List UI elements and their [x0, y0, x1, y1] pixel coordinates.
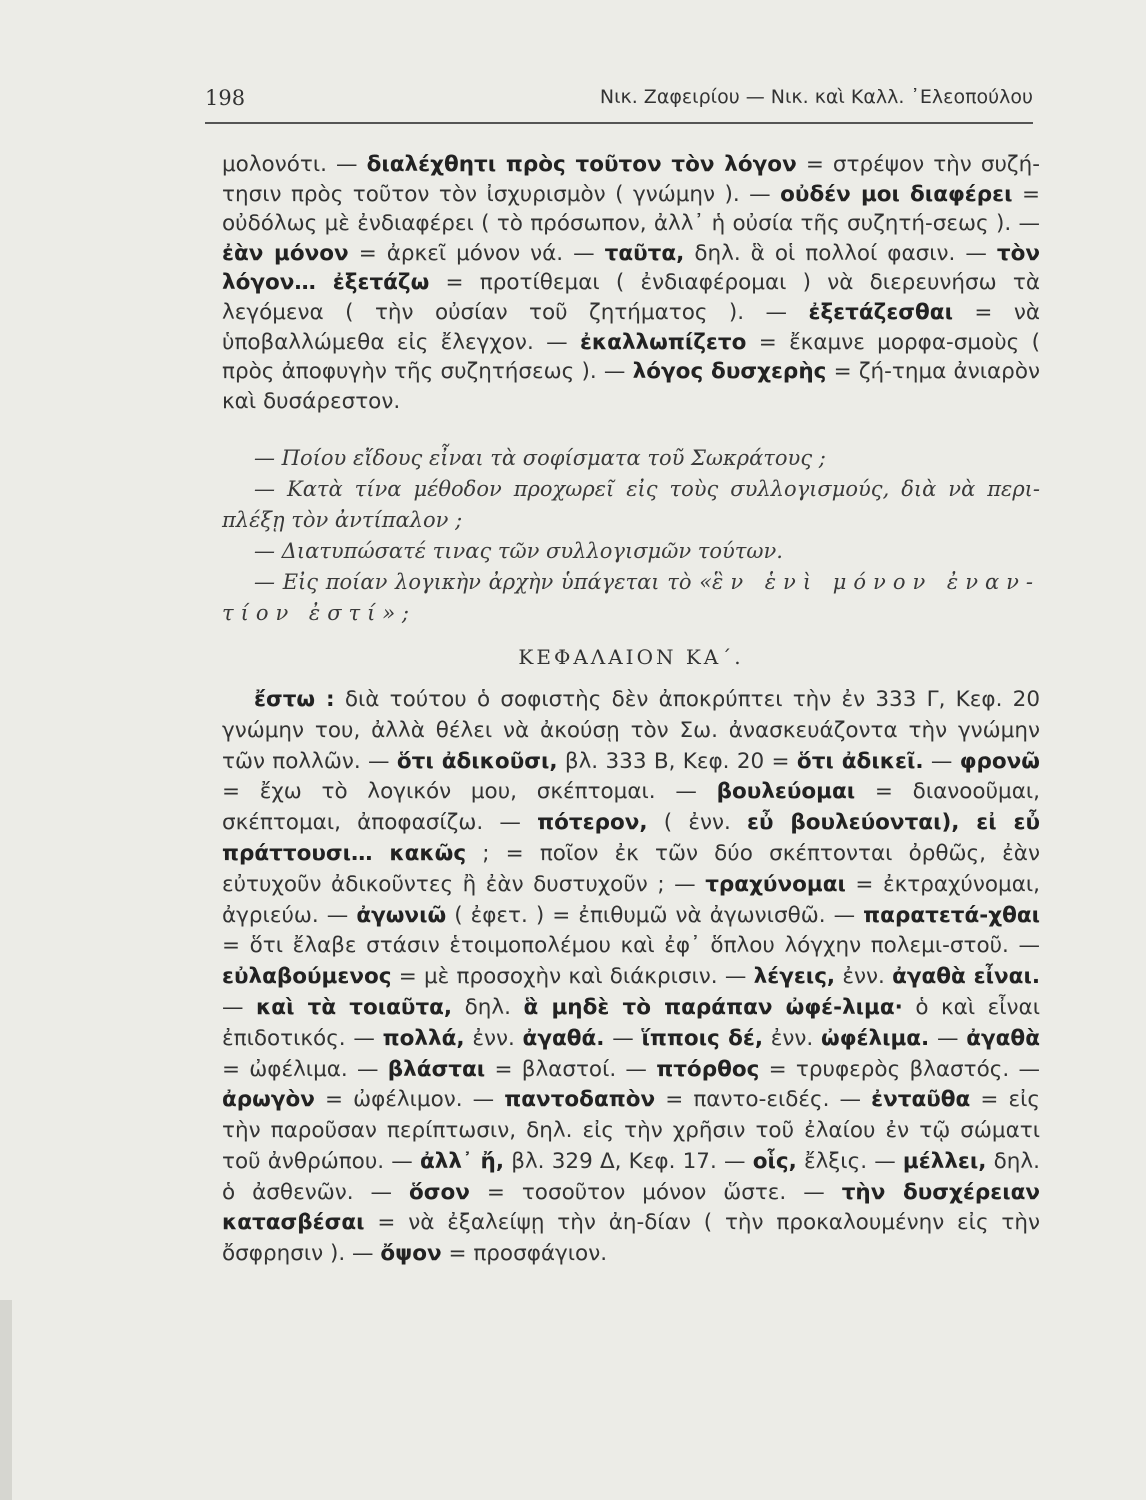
gloss-text: διὰ τούτου ὁ σοφιστὴς δὲν ἀποκρύπτει τὴν ἐν 333 Γ, Κεφ. 20 γνώμην του, ἀλλὰ θέλει νὰ ἀκούσῃ τὸν Σω. ἀνασκευάζοντα τὴν γνώμην τῶν πολλῶν. —	[222, 686, 1041, 774]
lemma-term: ἃ μηδὲ τὸ παράπαν ὠφέ-λιμα·	[523, 994, 903, 1020]
gloss-text: βλ. 333 Β, Κεφ. 20 =	[557, 748, 797, 774]
gloss-text: = νὰ ὑποβαλλώμεθα εἰς ἔλεγχον. —	[222, 299, 1040, 355]
lemma-term: φρονῶ	[959, 748, 1040, 774]
gloss-text: δηλ. ἃ οἱ πολλοί φασιν. —	[684, 240, 997, 266]
question-4: — Εἰς ποίαν λογικὴν ἀρχὴν ὑπάγεται τὸ «ἓν ἑνὶ μόνον ἐναν-τίον ἐστί» ;	[222, 570, 1041, 626]
gloss-text: ὁ καὶ εἶναι ἐπιδοτικός. —	[222, 994, 1040, 1051]
question-1: — Ποίου εἴδους εἶναι τὰ σοφίσματα τοῦ Σωκράτους ;	[254, 446, 826, 471]
gloss-text: ; = ποῖον ἐκ τῶν δύο σκέπτονται ὀρθῶς, ἐὰν εὐτυχοῦν ἀδικοῦντες ἢ ἐὰν δυστυχοῦν ; —	[222, 840, 1040, 897]
header-rule	[205, 122, 1033, 124]
lemma-term: τὴν δυσχέρειαν κατασβέσαι	[222, 1179, 1040, 1236]
gloss-text: δηλ.	[452, 994, 524, 1020]
lemma-term: καὶ τὰ τοιαῦτα,	[256, 994, 453, 1020]
gloss-text: = τοσοῦτον μόνον ὥστε. —	[469, 1179, 842, 1205]
lemma-term: διαλέχθητι πρὸς τοῦτον τὸν λόγον	[366, 152, 797, 177]
gloss-text: = μὲ προσοχὴν καὶ διάκρισιν. —	[391, 964, 754, 990]
gloss-text: = ζή-τημα ἀνιαρὸν καὶ δυσάρεστον.	[222, 359, 1040, 414]
gloss-text: = ὠφέλιμον. —	[314, 1087, 505, 1113]
lemma-term: βουλεύομαι	[716, 779, 856, 805]
lemma-term: ταῦτα,	[604, 240, 685, 266]
gloss-text: ( ἐνν.	[647, 810, 748, 836]
question-3: — Διατυπώσατέ τινας τῶν συλλογισμῶν τούτων.	[254, 539, 783, 564]
gloss-text: = εἰς τὴν παροῦσαν περίπτωσιν, δηλ. εἰς τὴν χρῆσιν τοῦ ἐλαίου ἐν τῷ σώματι τοῦ ἀνθρώπου. —	[222, 1087, 1040, 1174]
gloss-text: = ἀρκεῖ μόνον νά. —	[348, 240, 605, 266]
question-2: — Κατὰ τίνα μέθοδον προχωρεῖ εἰς τοὺς συλλογισμούς, διὰ νὰ περι-πλέξῃ τὸν ἀντίπαλον ;	[222, 477, 1040, 533]
gloss-text: ἐνν.	[835, 964, 893, 990]
gloss-text: = παντο-ειδές. —	[655, 1087, 872, 1113]
lemma-term: ὅτι ἀδικοῦσι,	[396, 748, 558, 774]
gloss-text: = ὅτι ἔλαβε στάσιν ἑτοιμοπολέμου καὶ ἐφ᾿ ὅπλου λόγχην πολεμι-στοῦ. —	[222, 933, 1040, 959]
lemma-term: ἐκαλλωπίζετο	[579, 329, 747, 355]
gloss-text: = ἐκτραχύνομαι, ἀγριεύω. —	[222, 871, 1040, 928]
lemma-term: ἐνταῦθα	[871, 1087, 971, 1113]
lemma-term: ὅσον	[408, 1179, 470, 1205]
lemma-term: λέγεις,	[753, 964, 836, 990]
page-number: 198	[205, 86, 246, 110]
chapter-title: ΚΕΦΑΛΑΙΟΝ ΚΑ΄.	[518, 645, 744, 670]
gloss-text: = προσφάγιον.	[441, 1241, 608, 1267]
lemma-term: εὖ βουλεύονται), εἰ εὖ πράττουσι… κακῶς	[222, 810, 1040, 866]
lemma-term: εὐλαβούμενος	[222, 964, 392, 990]
gloss-text: = ἔχω τὸ λογικόν μου, σκέπτομαι. —	[222, 779, 717, 805]
lemma-term: ὅτι ἀδικεῖ.	[796, 748, 924, 774]
lemma-term: ἀγαθὰ εἶναι.	[892, 964, 1040, 990]
lemma-term: ἀγαθά.	[522, 1025, 605, 1051]
gloss-text: = προτίθεμαι ( ἐνδιαφέρομαι ) νὰ διερευνήσω τὰ λεγόμενα ( τὴν οὐσίαν τοῦ ζητήματος ). —	[222, 270, 1040, 325]
lemma-term: πτόρθος	[656, 1056, 760, 1082]
gloss-text: = νὰ ἐξαλείψῃ τὴν ἀη-δίαν ( τὴν προκαλουμένην εἰς τὴν ὄσφρησιν ). —	[222, 1210, 1040, 1267]
page-header	[205, 86, 1033, 120]
lemma-term: παντοδαπὸν	[504, 1087, 656, 1113]
gloss-text: = ἔκαμνε μορφα-σμοὺς ( πρὸς ἀποφυγὴν τῆς συζητήσεως ). —	[222, 329, 1040, 385]
lemma-term: ἔστω :	[254, 686, 335, 712]
lemma-term: ἐξετάζεσθαι	[808, 299, 953, 325]
lemma-term: πότερον,	[537, 810, 648, 836]
gloss-text: δηλ. ὁ ἀσθενῶν. —	[222, 1148, 1040, 1205]
gloss-text: —	[604, 1025, 642, 1051]
gloss-text: —	[923, 748, 960, 774]
lemma-term: τραχύνομαι	[705, 871, 846, 897]
gloss-text: = στρέψον τὴν συζή-τησιν πρὸς τοῦτον τὸν ἰσχυρισμὸν ( γνώμην ). —	[222, 152, 1041, 207]
running-title: Νικ. Ζαφειρίου — Νικ. καὶ Καλλ. ᾿Ελεοπούλου	[599, 86, 1033, 108]
lemma-term: ἵπποις δέ,	[641, 1025, 764, 1051]
lemma-term: πολλά,	[382, 1025, 465, 1051]
spaced-quote: ἓν ἑνὶ μόνον ἐναν-τίον ἐστί	[222, 570, 1041, 626]
gloss-text: ἐνν.	[464, 1025, 523, 1051]
lemma-term: τὸν λόγον… ἐξετάζω	[222, 240, 1041, 296]
lemma-term: ἀγαθὰ	[966, 1025, 1040, 1051]
lemma-term: μέλλει,	[902, 1148, 987, 1174]
lemma-term: οὐδέν μοι διαφέρει	[780, 181, 1013, 207]
lemma-term: παρατετά-χθαι	[863, 902, 1041, 928]
gloss-text: = διανοοῦμαι, σκέπτομαι, ἀποφασίζω. —	[222, 779, 1040, 836]
lemma-term: ἐὰν μόνον	[222, 240, 349, 266]
gloss-text: ( ἐφετ. ) = ἐπιθυμῶ νὰ ἀγωνισθῶ. —	[446, 902, 864, 928]
lemma-term: ἀγωνιῶ	[356, 902, 447, 928]
study-questions	[222, 443, 1040, 629]
lemma-term: λόγος δυσχερὴς	[632, 359, 827, 385]
lemma-term: ὠφέλιμα.	[821, 1025, 930, 1051]
gloss-text: = οὐδόλως μὲ ἐνδιαφέρει ( τὸ πρόσωπον, ἀλλ᾿ ἡ οὐσία τῆς συζητή-σεως ). —	[222, 181, 1040, 237]
commentary-paragraph-2	[222, 685, 1040, 1270]
page-body	[222, 150, 1040, 1270]
gloss-text: μολονότι. —	[222, 152, 367, 177]
gloss-text: ἐνν.	[763, 1025, 822, 1051]
gloss-text: βλ. 329 Δ, Κεφ. 17. —	[504, 1148, 753, 1174]
lemma-term: βλάσται	[387, 1056, 486, 1082]
gloss-text: ἔλξις. —	[796, 1148, 903, 1174]
lemma-term: ὄψον	[380, 1241, 442, 1267]
lemma-term: οἷς,	[752, 1148, 797, 1174]
gloss-text: = τρυφερὸς βλαστός. —	[759, 1056, 1040, 1082]
gloss-text: —	[222, 994, 257, 1020]
gloss-text: = βλαστοί. —	[485, 1056, 657, 1082]
gloss-text: —	[929, 1025, 967, 1051]
gloss-text: = ὠφέλιμα. —	[222, 1056, 388, 1082]
lemma-term: ἀλλ᾿ ἤ,	[419, 1148, 505, 1174]
binding-edge	[0, 1300, 12, 1500]
commentary-paragraph-1	[222, 150, 1040, 416]
lemma-term: ἀρωγὸν	[222, 1087, 315, 1113]
